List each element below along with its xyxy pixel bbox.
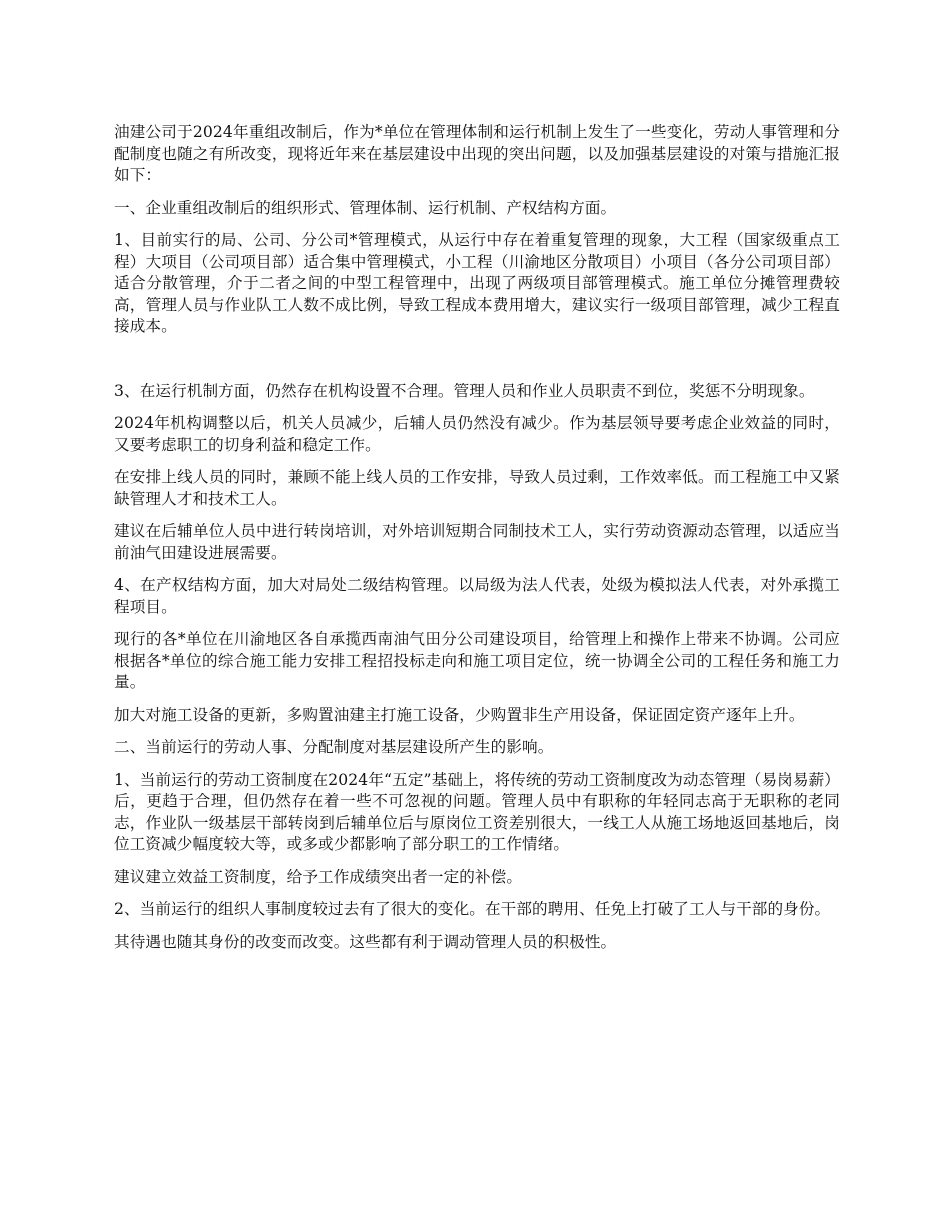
paragraph: 建议建立效益工资制度，给予工作成绩突出者一定的补偿。: [114, 867, 523, 886]
paragraph: 在安排上线人员的同时，兼顾不能上线人员的工作安排，导致人员过剩，工作效率低。而工程施工中又紧缺管理人才和技术工人。: [114, 468, 840, 508]
paragraph-item-3: 3、在运行机制方面，仍然存在机构设置不合理。管理人员和作业人员职责不到位，奖惩不分明现象。: [114, 381, 815, 400]
paragraph-item-4: 4、在产权结构方面，加大对局处二级结构管理。以局级为法人代表，处级为模拟法人代表，对外承揽工程项目。: [114, 576, 840, 616]
paragraph: 2024年机构调整以后，机关人员减少，后辅人员仍然没有减少。作为基层领导要考虑企业效益的同时，又要考虑职工的切身利益和稳定工作。: [114, 414, 840, 454]
paragraph-intro: 油建公司于2024年重组改制后，作为*单位在管理体制和运行机制上发生了一些变化，劳动人事管理和分配制度也随之有所改变，现将近年来在基层建设中出现的突出问题，以及加强基层建设的对策与措施汇报如下：: [114, 123, 840, 185]
paragraph-item-2: 2、当前运行的组织人事制度较过去有了很大的变化。在干部的聘用、任免上打破了工人与干部的身份。: [114, 900, 831, 919]
paragraph-item-1: 1、目前实行的局、公司、分公司*管理模式，从运行中存在着重复管理的现象，大工程（国家级重点工程）大项目（公司项目部）适合集中管理模式，小工程（川渝地区分散项目）小项目（各分公司项目部）适合分散管理，介于二者之间的中型工程管理中，出现了两级项目部管理模式。施工单位分摊管理费较高，管理人员与作业队工人数不成比例，导致工程成本费用增大，建议实行一级项目部管理，减少工程直接成本。: [114, 230, 840, 336]
paragraph-item-1: 1、当前运行的劳动工资制度在2024年“五定”基础上，将传统的劳动工资制度改为动态管理（易岗易薪）后，更趋于合理，但仍然存在着一些不可忽视的问题。管理人员中有职称的年轻同志高于无职称的老同志，作业队一级基层干部转岗到后辅单位后与原岗位工资差别很大，一线工人从施工场地返回基地后，岗位工资减少幅度较大等，或多或少都影响了部分职工的工作情绪。: [114, 770, 840, 854]
section-heading-1: 一、企业重组改制后的组织形式、管理体制、运行机制、产权结构方面。: [114, 198, 617, 217]
paragraph: 建议在后辅单位人员中进行转岗培训，对外培训短期合同制技术工人，实行劳动资源动态管理，以适应当前油气田建设进展需要。: [114, 522, 840, 562]
paragraph: 其待遇也随其身份的改变而改变。这些都有利于调动管理人员的积极性。: [114, 932, 617, 951]
document-body: [114, 122, 840, 964]
paragraph: 加大对施工设备的更新，多购置油建主打施工设备，少购置非生产用设备，保证固定资产逐年上升。: [114, 705, 805, 724]
paragraph: 现行的各*单位在川渝地区各自承揽西南油气田分公司建设项目，给管理上和操作上带来不协调。公司应根据各*单位的综合施工能力安排工程招投标走向和施工项目定位，统一协调全公司的工程任务和施工力量。: [114, 630, 840, 692]
section-heading-2: 二、当前运行的劳动人事、分配制度对基层建设所产生的影响。: [114, 738, 554, 757]
